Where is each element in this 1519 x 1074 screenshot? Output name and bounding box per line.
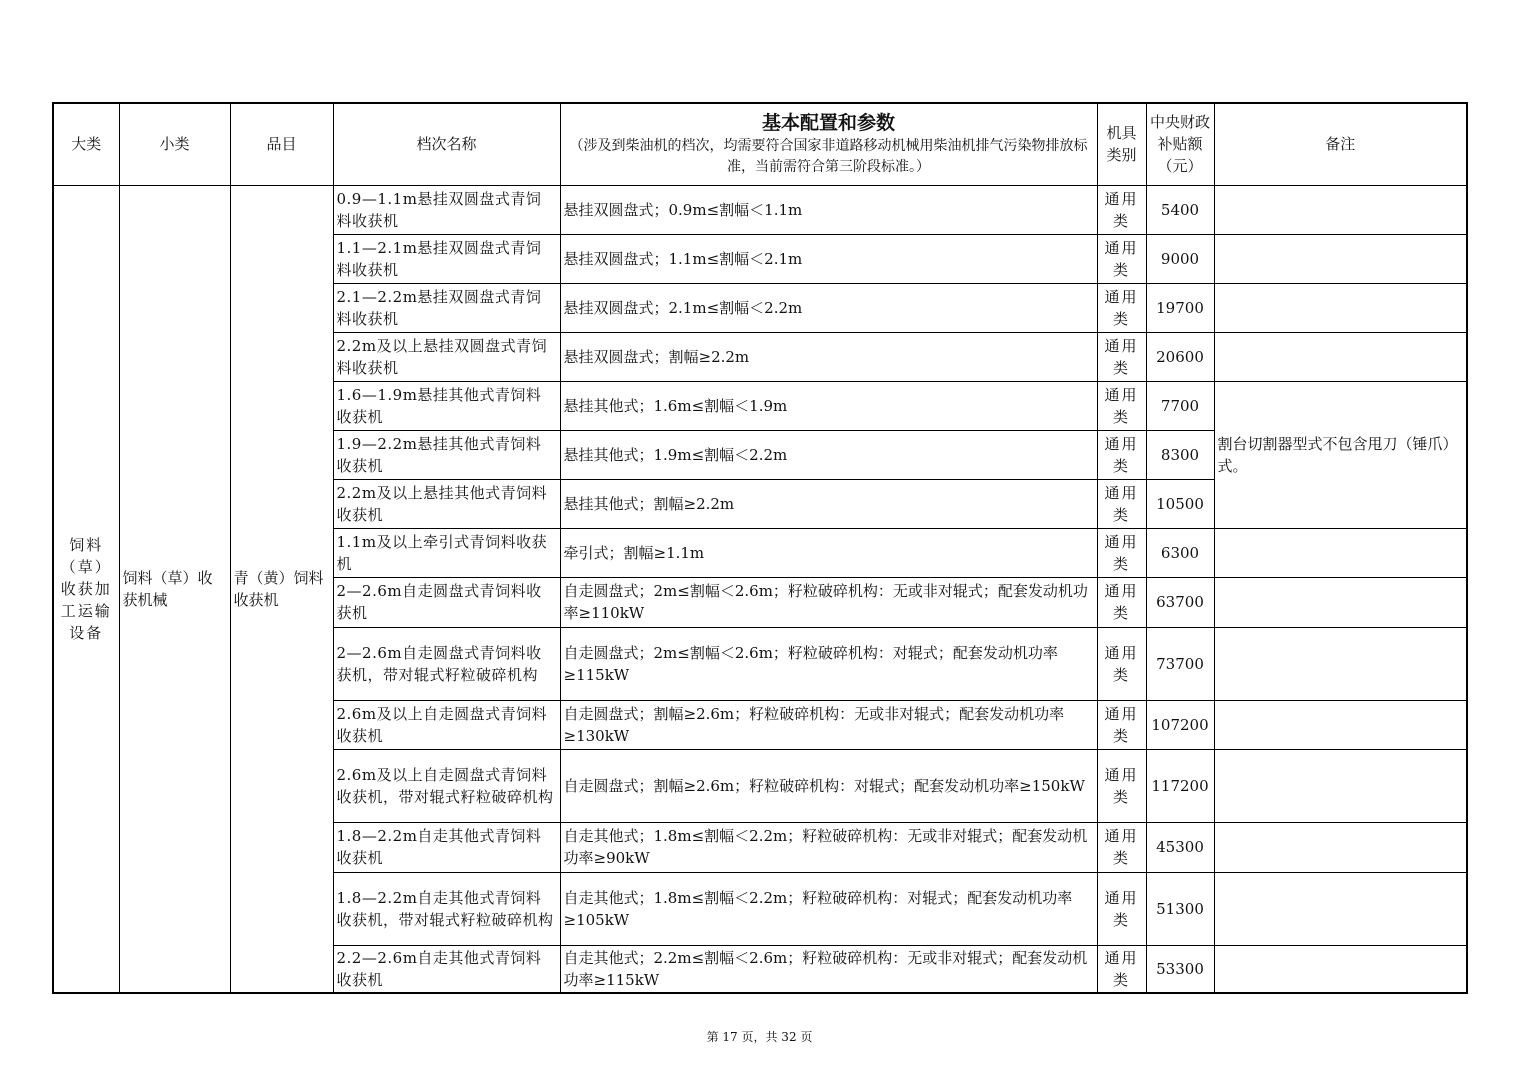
header-category: 机具类别 bbox=[1097, 103, 1146, 185]
tier-category: 通用类 bbox=[1097, 749, 1146, 822]
tier-config: 牵引式；割幅≥1.1m bbox=[560, 528, 1097, 577]
tier-amount: 10500 bbox=[1146, 479, 1214, 528]
note-cell bbox=[1214, 627, 1467, 700]
note-cell bbox=[1214, 234, 1467, 283]
tier-name: 0.9—1.1m悬挂双圆盘式青饲料收获机 bbox=[333, 185, 560, 234]
tier-amount: 53300 bbox=[1146, 945, 1214, 993]
tier-category: 通用类 bbox=[1097, 872, 1146, 945]
tier-config: 自走圆盘式；割幅≥2.6m；籽粒破碎机构：无或非对辊式；配套发动机功率≥130kW bbox=[560, 700, 1097, 749]
tier-name: 2.1—2.2m悬挂双圆盘式青饲料收获机 bbox=[333, 283, 560, 332]
tier-config: 悬挂其他式；割幅≥2.2m bbox=[560, 479, 1097, 528]
tier-name: 2.2m及以上悬挂双圆盘式青饲料收获机 bbox=[333, 332, 560, 381]
tier-name: 2.6m及以上自走圆盘式青饲料收获机 bbox=[333, 700, 560, 749]
tier-config: 悬挂双圆盘式；1.1m≤割幅＜2.1m bbox=[560, 234, 1097, 283]
tier-amount: 45300 bbox=[1146, 822, 1214, 872]
minor-category-cell: 饲料（草）收获机械 bbox=[119, 185, 230, 993]
subsidy-table bbox=[52, 102, 1468, 994]
header-major: 大类 bbox=[53, 103, 119, 185]
note-cell bbox=[1214, 332, 1467, 381]
tier-name: 1.8—2.2m自走其他式青饲料收获机，带对辊式籽粒破碎机构 bbox=[333, 872, 560, 945]
page-footer: 第 17 页，共 32 页 bbox=[706, 1030, 813, 1044]
note-cell bbox=[1214, 577, 1467, 627]
tier-config: 悬挂双圆盘式；2.1m≤割幅＜2.2m bbox=[560, 283, 1097, 332]
table-row bbox=[53, 185, 1467, 234]
note-cell bbox=[1214, 185, 1467, 234]
tier-category: 通用类 bbox=[1097, 822, 1146, 872]
tier-category: 通用类 bbox=[1097, 700, 1146, 749]
tier-amount: 51300 bbox=[1146, 872, 1214, 945]
tier-amount: 8300 bbox=[1146, 430, 1214, 479]
tier-category: 通用类 bbox=[1097, 283, 1146, 332]
tier-name: 2—2.6m自走圆盘式青饲料收获机，带对辊式籽粒破碎机构 bbox=[333, 627, 560, 700]
tier-name: 2—2.6m自走圆盘式青饲料收获机 bbox=[333, 577, 560, 627]
tier-name: 1.1—2.1m悬挂双圆盘式青饲料收获机 bbox=[333, 234, 560, 283]
tier-category: 通用类 bbox=[1097, 234, 1146, 283]
note-cell bbox=[1214, 700, 1467, 749]
tier-config: 自走其他式；1.8m≤割幅＜2.2m；籽粒破碎机构：无或非对辊式；配套发动机功率≥90kW bbox=[560, 822, 1097, 872]
tier-config: 自走圆盘式；2m≤割幅＜2.6m；籽粒破碎机构：对辊式；配套发动机功率≥115kW bbox=[560, 627, 1097, 700]
tier-category: 通用类 bbox=[1097, 479, 1146, 528]
tier-category: 通用类 bbox=[1097, 332, 1146, 381]
note-cell bbox=[1214, 749, 1467, 822]
tier-config: 自走其他式；2.2m≤割幅＜2.6m；籽粒破碎机构：无或非对辊式；配套发动机功率≥115kW bbox=[560, 945, 1097, 993]
note-cell bbox=[1214, 872, 1467, 945]
tier-config: 自走圆盘式；2m≤割幅＜2.6m；籽粒破碎机构：无或非对辊式；配套发动机功率≥110kW bbox=[560, 577, 1097, 627]
header-tier-name: 档次名称 bbox=[333, 103, 560, 185]
header-item: 品目 bbox=[230, 103, 333, 185]
tier-name: 1.1m及以上牵引式青饲料收获机 bbox=[333, 528, 560, 577]
tier-category: 通用类 bbox=[1097, 528, 1146, 577]
tier-category: 通用类 bbox=[1097, 430, 1146, 479]
tier-amount: 73700 bbox=[1146, 627, 1214, 700]
tier-amount: 107200 bbox=[1146, 700, 1214, 749]
tier-name: 1.9—2.2m悬挂其他式青饲料收获机 bbox=[333, 430, 560, 479]
tier-amount: 19700 bbox=[1146, 283, 1214, 332]
tier-amount: 6300 bbox=[1146, 528, 1214, 577]
tier-name: 1.6—1.9m悬挂其他式青饲料收获机 bbox=[333, 381, 560, 430]
header-row bbox=[53, 103, 1467, 185]
tier-category: 通用类 bbox=[1097, 185, 1146, 234]
tier-amount: 117200 bbox=[1146, 749, 1214, 822]
tier-amount: 7700 bbox=[1146, 381, 1214, 430]
shared-note-cell: 割台切割器型式不包含甩刀（锤爪）式。 bbox=[1214, 381, 1467, 528]
tier-amount: 63700 bbox=[1146, 577, 1214, 627]
tier-config: 悬挂其他式；1.9m≤割幅＜2.2m bbox=[560, 430, 1097, 479]
header-note: 备注 bbox=[1214, 103, 1467, 185]
note-cell bbox=[1214, 283, 1467, 332]
tier-config: 悬挂双圆盘式；0.9m≤割幅＜1.1m bbox=[560, 185, 1097, 234]
header-minor: 小类 bbox=[119, 103, 230, 185]
header-config-subtitle: （涉及到柴油机的档次，均需要符合国家非道路移动机械用柴油机排气污染物排放标准，当前需符合第三阶段标准。） bbox=[569, 138, 1088, 176]
tier-config: 自走其他式；1.8m≤割幅＜2.2m；籽粒破碎机构：对辊式；配套发动机功率≥105kW bbox=[560, 872, 1097, 945]
tier-amount: 20600 bbox=[1146, 332, 1214, 381]
major-category-cell: 饲料（草）收获加工运输设备 bbox=[53, 185, 119, 993]
tier-category: 通用类 bbox=[1097, 381, 1146, 430]
tier-category: 通用类 bbox=[1097, 577, 1146, 627]
tier-name: 2.6m及以上自走圆盘式青饲料收获机，带对辊式籽粒破碎机构 bbox=[333, 749, 560, 822]
header-amount: 中央财政补贴额（元） bbox=[1146, 103, 1214, 185]
tier-config: 自走圆盘式；割幅≥2.6m；籽粒破碎机构：对辊式；配套发动机功率≥150kW bbox=[560, 749, 1097, 822]
tier-config: 悬挂双圆盘式；割幅≥2.2m bbox=[560, 332, 1097, 381]
tier-name: 2.2m及以上悬挂其他式青饲料收获机 bbox=[333, 479, 560, 528]
tier-config: 悬挂其他式；1.6m≤割幅＜1.9m bbox=[560, 381, 1097, 430]
tier-category: 通用类 bbox=[1097, 945, 1146, 993]
header-config bbox=[560, 103, 1097, 185]
tier-amount: 5400 bbox=[1146, 185, 1214, 234]
note-cell bbox=[1214, 945, 1467, 993]
tier-category: 通用类 bbox=[1097, 627, 1146, 700]
note-cell bbox=[1214, 822, 1467, 872]
tier-amount: 9000 bbox=[1146, 234, 1214, 283]
tier-name: 2.2—2.6m自走其他式青饲料收获机 bbox=[333, 945, 560, 993]
note-cell bbox=[1214, 528, 1467, 577]
item-cell: 青（黄）饲料收获机 bbox=[230, 185, 333, 993]
tier-name: 1.8—2.2m自走其他式青饲料收获机 bbox=[333, 822, 560, 872]
header-config-title: 基本配置和参数 bbox=[761, 112, 895, 135]
